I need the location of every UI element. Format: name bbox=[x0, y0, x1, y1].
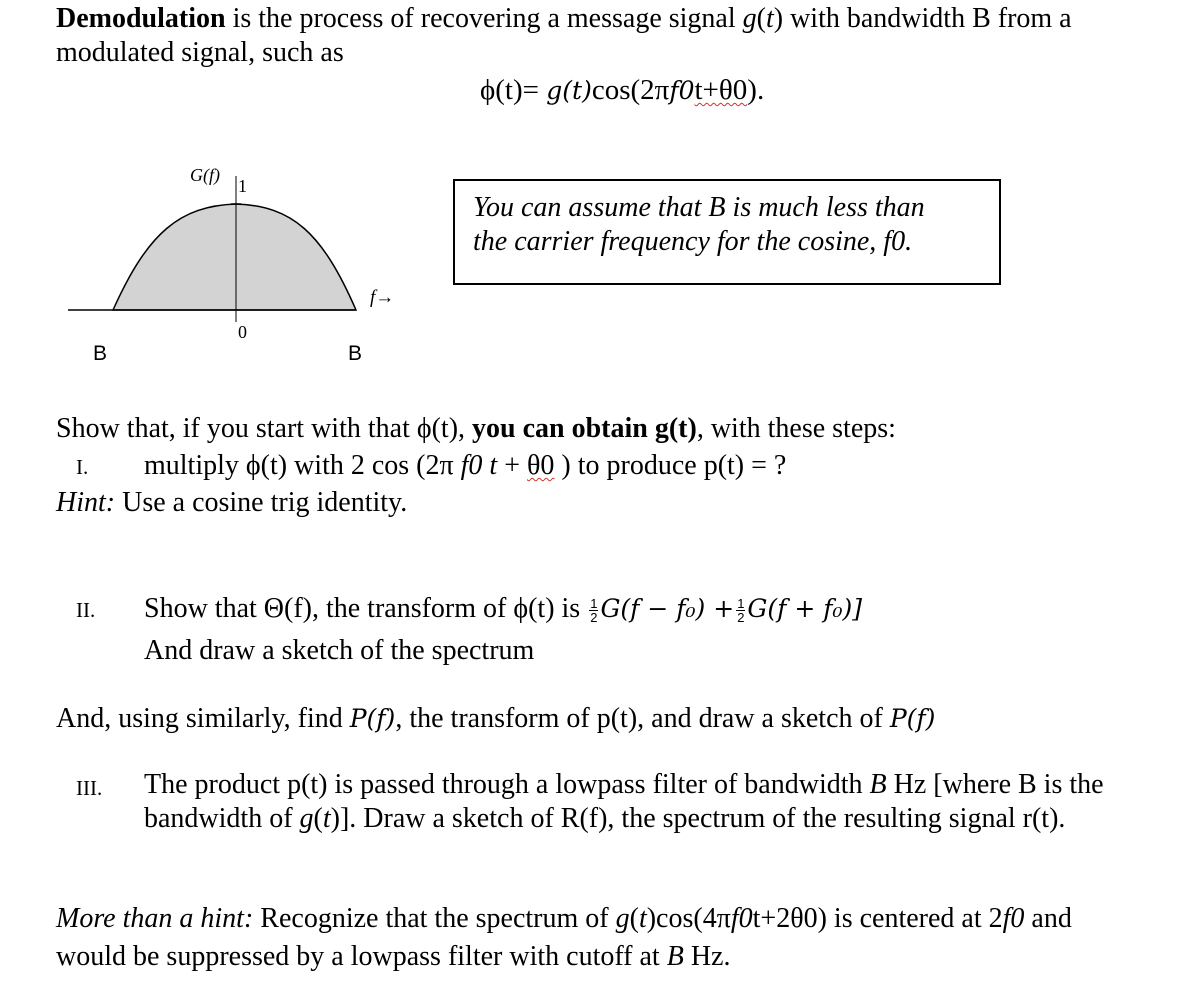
more-hint-line-1: More than a hint: Recognize that the spectrum of g(t)cos(4πf0t+2θ0) is centered at 2f0 and bbox=[56, 903, 1072, 934]
peak-label: 1 bbox=[238, 176, 247, 196]
similarly-line: And, using similarly, find P(f), the transform of p(t), and draw a sketch of P(f) bbox=[56, 703, 936, 734]
ylabel-text: G(f) bbox=[190, 165, 220, 185]
left-bandwidth-label: B bbox=[93, 342, 108, 365]
step-2-line-2: And draw a sketch of the spectrum bbox=[144, 635, 535, 666]
zero-label: 0 bbox=[238, 322, 247, 342]
step-2-numeral: II. bbox=[76, 598, 96, 622]
step-3-line-1: The product p(t) is passed through a lowpass filter of bandwidth B Hz [where B is the bbox=[144, 769, 1104, 800]
more-hint-line-2: would be suppressed by a lowpass filter with cutoff at B Hz. bbox=[56, 941, 731, 972]
hint-line: Hint: Use a cosine trig identity. bbox=[56, 487, 408, 518]
step-2-text: Show that Θ(f), the transform of ϕ(t) is $\frac{1}{2}$ G(f − f₀) + $\frac{1}{2}$ G(f + f₀)] bbox=[144, 593, 863, 626]
step-3-line-2: bandwidth of g(t)]. Draw a sketch of R(f), the spectrum of the resulting signal r(t). bbox=[144, 803, 1066, 834]
note-line-1: You can assume that B is much less than bbox=[473, 192, 925, 223]
spectrum-figure bbox=[0, 140, 440, 380]
right-bandwidth-label: B bbox=[348, 342, 363, 365]
spectrum-shape bbox=[113, 204, 356, 310]
intro-line-1: Demodulation is the process of recovering a message signal g(t) with bandwidth B from a bbox=[56, 3, 1072, 34]
modulated-equation: ϕ(t)= g(t)cos(2πf0t+θ0). bbox=[480, 74, 765, 106]
show-statement: Show that, if you start with that ϕ(t), you can obtain g(t), with these steps: bbox=[56, 413, 896, 444]
frequency-label: f→ bbox=[370, 287, 395, 308]
note-line-2: the carrier frequency for the cosine, f0. bbox=[473, 226, 913, 257]
step-3-numeral: III. bbox=[76, 776, 103, 800]
intro-line-2: modulated signal, such as bbox=[56, 37, 344, 68]
intro-term: Demodulation bbox=[56, 3, 226, 34]
assumption-note-box bbox=[453, 179, 1001, 285]
step-1-numeral: I. bbox=[76, 455, 89, 479]
step-1-text: multiply ϕ(t) with 2 cos (2π f0 t + θ0 ) to produce p(t) = ? bbox=[144, 450, 787, 481]
